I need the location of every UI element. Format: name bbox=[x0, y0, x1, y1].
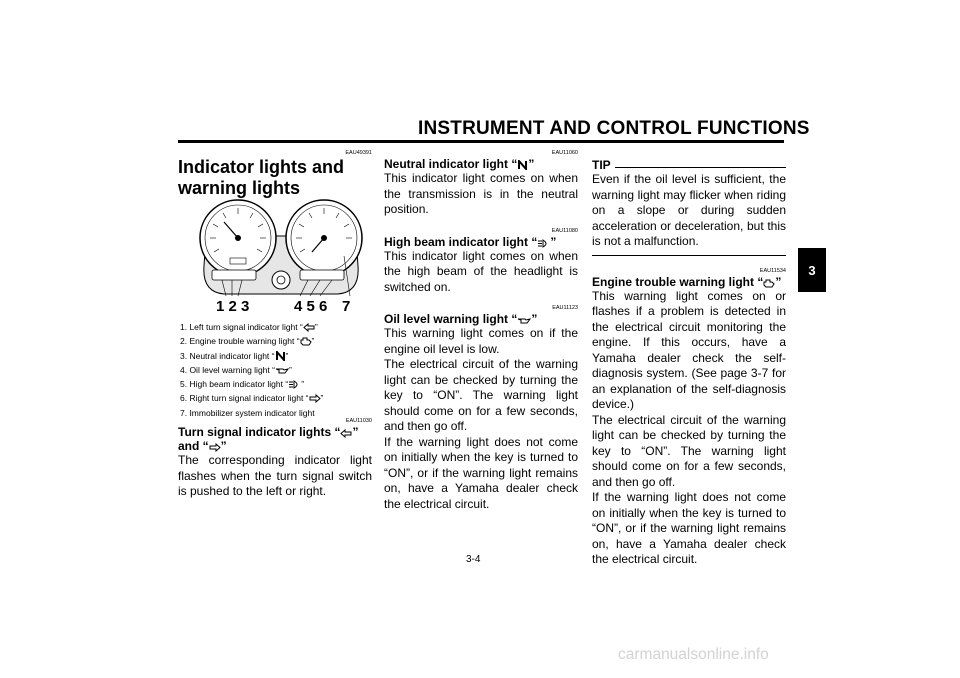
title-quote: ” bbox=[352, 425, 359, 439]
section-code: EAU11030 bbox=[345, 418, 372, 424]
high-beam-icon bbox=[288, 380, 301, 389]
legend-item bbox=[180, 377, 370, 391]
legend-quote: ” bbox=[301, 379, 305, 390]
legend-text: 2. Engine trouble warning light “ bbox=[180, 336, 300, 347]
legend-quote: ” bbox=[285, 350, 289, 361]
paragraph: This warning light comes on if the engine oil level is low. bbox=[384, 326, 578, 356]
body-text bbox=[384, 326, 578, 512]
left-arrow-icon bbox=[340, 429, 352, 438]
title-quote: ” bbox=[220, 439, 227, 453]
section-title: Indicator lights and warning lights bbox=[178, 157, 345, 198]
body-text: This indicator light comes on when the transmission is in the neutral position. bbox=[384, 171, 578, 216]
neutral-n-icon bbox=[517, 160, 528, 170]
body-text: This indicator light comes on when the high beam of the headlight is switched on. bbox=[384, 248, 578, 294]
chapter-tab: 3 bbox=[798, 248, 826, 292]
turn-signal-section bbox=[178, 418, 372, 500]
subsection-title bbox=[384, 235, 578, 249]
engine-icon bbox=[763, 279, 775, 288]
subsection-title bbox=[384, 312, 578, 326]
legend-text: 7. Immobilizer system indicator light bbox=[180, 407, 315, 418]
header-rule bbox=[178, 140, 784, 143]
paragraph: If the warning light does not come on initially when the key is turned to “ON”, or if the warning light remains on, have a Yamaha dealer check the electrical circuit. bbox=[384, 434, 578, 511]
subsection-title bbox=[592, 275, 786, 289]
body-text: The corresponding indicator light flashes when the turn signal switch is pushed to the left or right. bbox=[178, 453, 372, 498]
title-quote: ” bbox=[528, 157, 535, 171]
legend-text: 1. Left turn signal indicator light “ bbox=[180, 322, 303, 332]
oil-can-icon bbox=[275, 366, 289, 375]
paragraph: If the warning light does not come on initially when the key is turned to “ON”, or if the warning light remains on, have a Yamaha dealer check the electrical circuit. bbox=[592, 490, 786, 566]
left-arrow-icon bbox=[303, 323, 315, 332]
section-code: EAU11123 bbox=[552, 305, 578, 311]
body-text bbox=[592, 289, 786, 568]
title-quote: ” bbox=[775, 274, 782, 289]
high-beam-icon bbox=[537, 239, 550, 248]
legend-text: 5. High beam indicator light “ bbox=[180, 379, 289, 390]
instrument-cluster-illustration bbox=[196, 196, 366, 314]
legend-text: 4. Oil level warning light “ bbox=[180, 364, 275, 375]
right-arrow-icon bbox=[209, 443, 221, 452]
paragraph: The electrical circuit of the warning light can be checked by turning the key to “ON”. The warning light should come on for a few seconds, and then go off. bbox=[384, 357, 578, 433]
legend-quote: ” bbox=[314, 322, 318, 332]
section-code: EAU11060 bbox=[551, 150, 578, 156]
paragraph: The electrical circuit of the warning light can be checked by turning the key to “ON”. The warning light should come on for a few seconds, and then go off. bbox=[592, 412, 786, 489]
legend-item bbox=[180, 320, 370, 334]
legend-text: 6. Right turn signal indicator light “ bbox=[180, 393, 309, 404]
legend-text: 3. Neutral indicator light “ bbox=[180, 350, 275, 361]
right-arrow-icon bbox=[309, 394, 321, 403]
callout-7: 7 bbox=[342, 298, 351, 315]
engine-icon bbox=[300, 337, 312, 346]
callout-4-5-6: 4 5 6 bbox=[294, 298, 328, 315]
legend-item bbox=[180, 363, 370, 377]
title-quote: ” bbox=[531, 312, 538, 326]
section-code: EAU49391 bbox=[345, 150, 372, 156]
middle-column bbox=[384, 150, 578, 512]
title-text: and “ bbox=[178, 439, 209, 453]
cluster-svg bbox=[196, 196, 366, 314]
left-column bbox=[178, 150, 372, 199]
oil-can-icon bbox=[517, 316, 531, 325]
title-text: Oil level warning light “ bbox=[384, 312, 518, 326]
legend-quote: ” bbox=[311, 336, 315, 347]
neutral-n-icon bbox=[275, 351, 286, 361]
subsection-title bbox=[178, 425, 372, 453]
title-text: Engine trouble warning light “ bbox=[592, 274, 764, 289]
legend-quote: ” bbox=[288, 364, 292, 375]
legend-quote: ” bbox=[320, 393, 324, 404]
figure-legend bbox=[180, 320, 370, 420]
right-column bbox=[592, 158, 786, 568]
watermark: carmanualsonline.info bbox=[618, 646, 769, 663]
paragraph: This warning light comes on or flashes if a problem is detected in the electrical circuit monitoring the engine. If this occurs, have a Yamaha dealer check the self-diagnosis system. (See page 3-7 for an explanation of the self-diagnosis device.) bbox=[592, 288, 786, 411]
tip-body: Even if the oil level is sufficient, the warning light may flicker when riding on a slope or during sudden acceleration or deceleration, but this is not a malfunction. bbox=[592, 172, 786, 248]
section-code: EAU11534 bbox=[759, 267, 786, 274]
title-text: High beam indicator light “ bbox=[384, 234, 538, 249]
page-number: 3-4 bbox=[466, 554, 481, 565]
title-text: Neutral indicator light “ bbox=[384, 157, 518, 171]
tip-header bbox=[592, 158, 786, 172]
page-header-title: INSTRUMENT AND CONTROL FUNCTIONS bbox=[418, 118, 810, 139]
title-text: Turn signal indicator lights “ bbox=[178, 425, 341, 439]
title-quote: ” bbox=[550, 234, 557, 249]
tip-rule bbox=[615, 167, 786, 168]
legend-item bbox=[180, 391, 370, 405]
legend-item bbox=[180, 349, 370, 363]
section-code: EAU11080 bbox=[551, 227, 578, 234]
legend-item bbox=[180, 334, 370, 348]
subsection-title bbox=[384, 157, 578, 171]
tip-label: TIP bbox=[592, 158, 611, 172]
callout-1-2-3: 1 2 3 bbox=[216, 298, 250, 315]
